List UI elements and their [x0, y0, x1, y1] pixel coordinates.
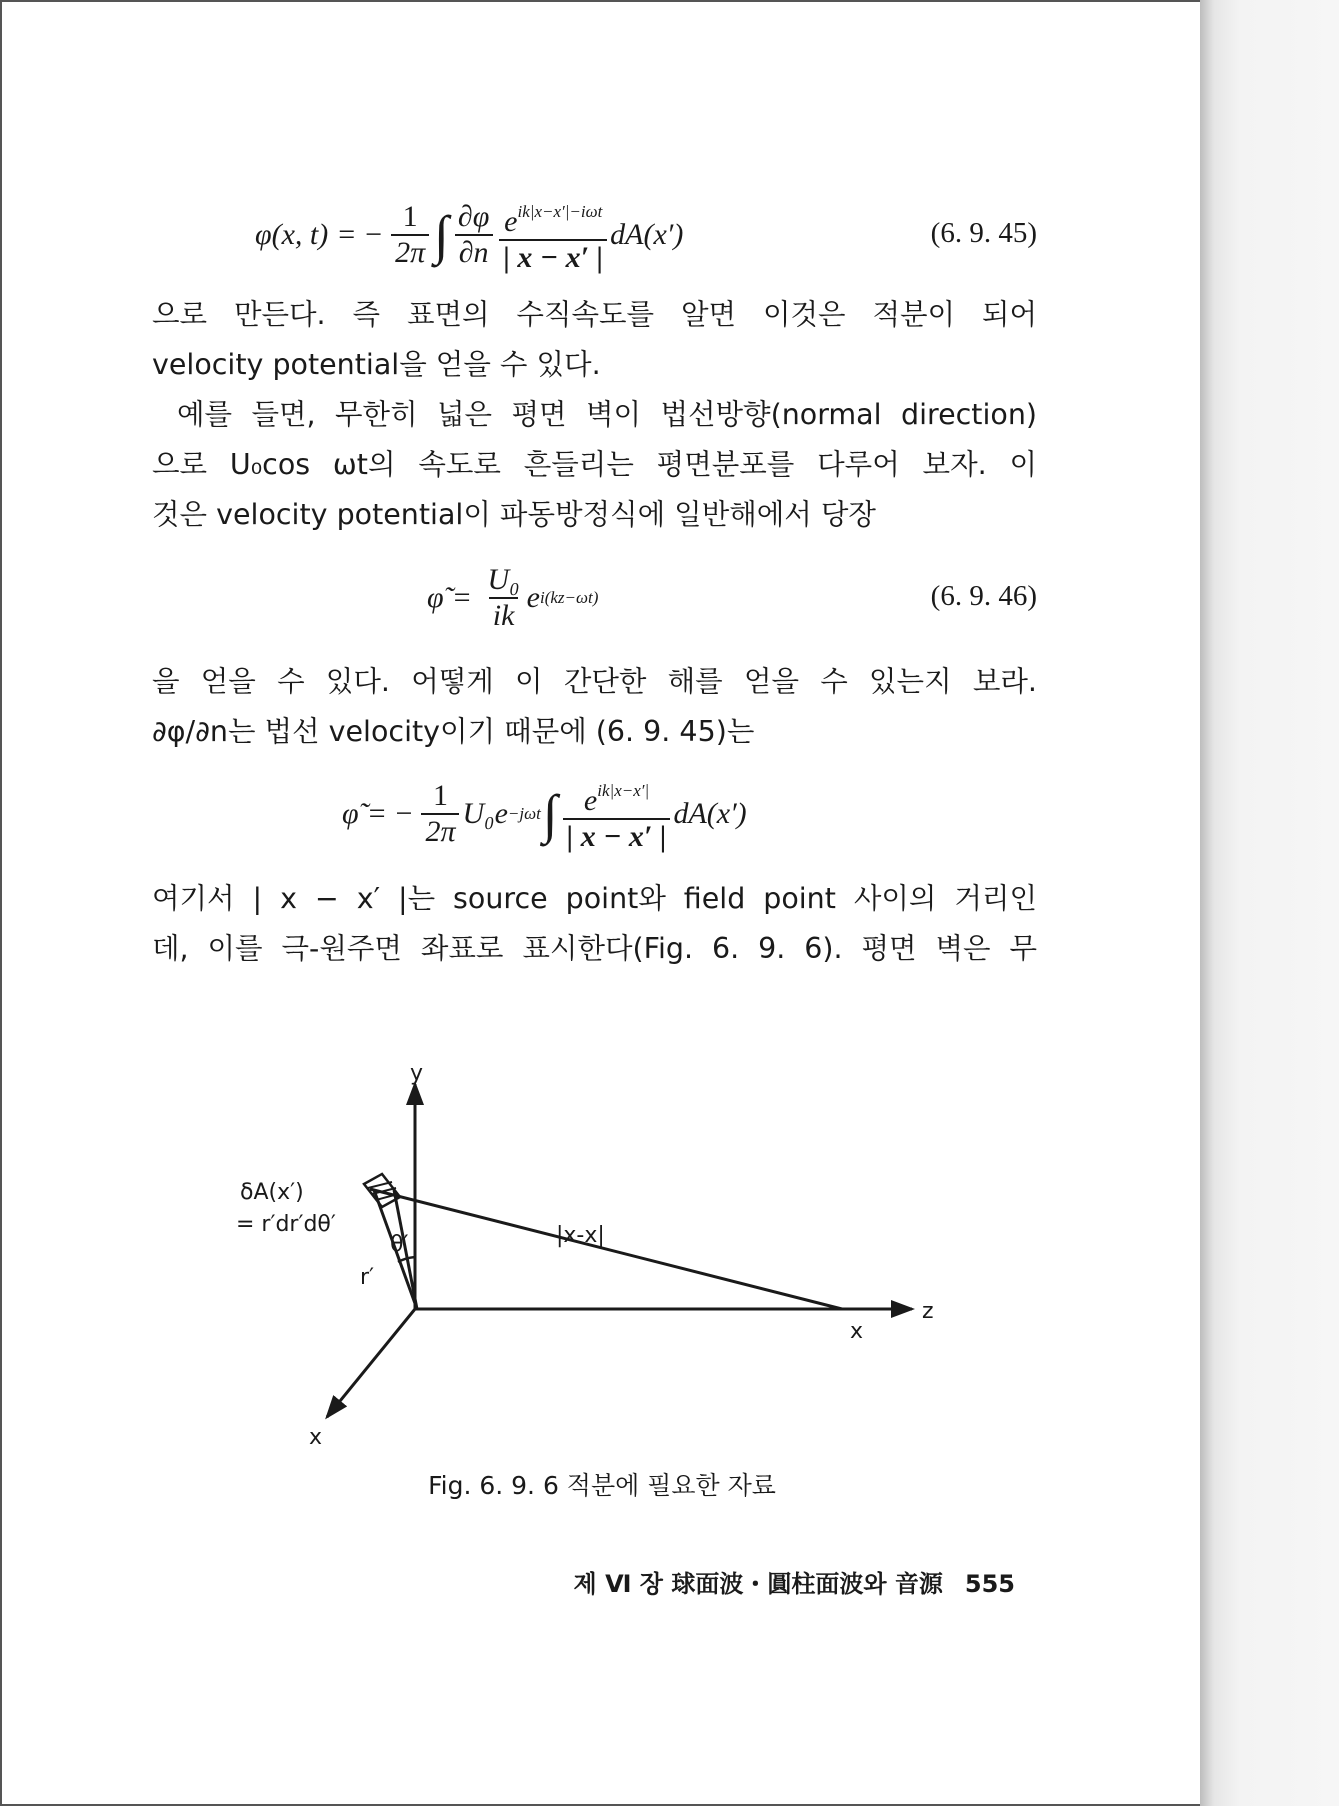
- eq45-exponent: ik|x−x′|−iωt: [517, 202, 603, 221]
- eq47-coefficient: $\frac{1}{2\pi}$: [421, 779, 459, 849]
- eq45-lhs: φ(x, t): [255, 218, 329, 251]
- eq45-coefficient: $\frac{1}{2\pi}$: [391, 200, 429, 270]
- theta-label: θ′: [390, 1232, 409, 1257]
- figure-caption: Fig. 6. 9. 6 적분에 필요한 자료: [428, 1471, 776, 1500]
- paragraph-2-line-3: 것은 velocity potential이 파동방정식에 일반해에서 당장: [152, 498, 876, 531]
- coordinate-diagram: [222, 1062, 982, 1462]
- equation-number-45: (6. 9. 45): [930, 217, 1037, 249]
- paragraph-1-line-1: 으로 만든다. 즉 표면의 수직속도를 알면 이것은 적분이 되어: [152, 298, 1037, 331]
- eq46-exponent: i(kz−ωt): [539, 588, 599, 607]
- page-margin-shadow: [1200, 0, 1339, 1806]
- distance-label: |x-x|: [556, 1223, 605, 1248]
- paragraph-4-line-1: 여기서 | x − x′ |는 source point와 field point 사이의 거리인: [152, 882, 1037, 915]
- area-element-label: δA(x′): [240, 1180, 304, 1205]
- running-footer: [574, 1564, 1015, 1599]
- eq47-green-function: $\frac{e^{ik|x-x'|}}{| x - x' |}$: [563, 774, 671, 854]
- y-axis-label: y: [410, 1062, 424, 1086]
- eq45-measure: dA(x′): [610, 218, 684, 251]
- eq47-measure: dA(x′): [673, 797, 747, 830]
- radius-label: r′: [360, 1265, 375, 1290]
- equation-6-9-46: φ̃ = $\frac{\text{U₀}}{ik}$ e i(kz−ωt) (6. 9. 46): [427, 563, 1037, 632]
- eq47-lhs: φ̃: [342, 797, 359, 830]
- equation-6-9-45: φ(x, t) = − $\frac{1}{2\pi}$ ∫ $\frac{\partial\varphi}{\partial n}$ $\frac{e^{ik|x-x'|-i\omega t}}{| x - x' |}$ dA(x′) (6. 9. 45): [152, 195, 1037, 275]
- chapter-title: 제 Ⅵ 장 球面波・圓柱面波와 音源: [573, 1570, 943, 1598]
- eq46-fraction: $\frac{\text{U₀}}{ik}$: [487, 563, 520, 632]
- x-axis-label: x: [309, 1425, 323, 1450]
- area-element-formula: = r′dr′dθ′: [236, 1212, 336, 1237]
- eq46-lhs: φ̃: [427, 581, 444, 614]
- paragraph-3-line-1: 을 얻을 수 있다. 어떻게 이 간단한 해를 얻을 수 있는지 보라.: [152, 665, 1037, 698]
- distance-line: [370, 1189, 842, 1309]
- eq45-derivative: $\frac{\partial\varphi}{\partial n}$: [454, 200, 493, 270]
- equation-potential-integral: φ̃ = − $\frac{1}{2\pi}$ U₀e −jωt ∫ $\frac{e^{ik|x-x'|}}{| x - x' |}$ dA(x′): [152, 774, 1037, 854]
- page-number: 555: [964, 1570, 1015, 1598]
- field-point-label: x: [850, 1319, 864, 1344]
- paragraph-2-line-2: 으로 U₀cos ωt의 속도로 흔들리는 평면분포를 다루어 보자. 이: [152, 448, 1037, 481]
- eq47-amp-exponent: −jωt: [507, 804, 541, 823]
- paragraph-3-line-2: ∂φ/∂n는 법선 velocity이기 때문에 (6. 9. 45)는: [152, 715, 755, 748]
- z-axis-label: z: [922, 1299, 934, 1324]
- integral-sign-icon: ∫: [542, 784, 558, 844]
- paragraph-2-line-1: 예를 들면, 무한히 넓은 평면 벽이 법선방향(normal direction): [177, 398, 1037, 431]
- eq45-green-function: $\frac{e^{ik|x-x'|-i\omega t}}{| x - x' |}$: [499, 195, 607, 275]
- x-axis: [327, 1309, 415, 1417]
- integral-sign-icon: ∫: [434, 205, 449, 265]
- paragraph-4-line-2: 데, 이를 극-원주면 좌표로 표시한다(Fig. 6. 9. 6). 평면 벽은 무: [152, 932, 1037, 965]
- equation-number-46: (6. 9. 46): [930, 580, 1037, 612]
- paragraph-1-line-2: velocity potential을 얻을 수 있다.: [152, 348, 601, 381]
